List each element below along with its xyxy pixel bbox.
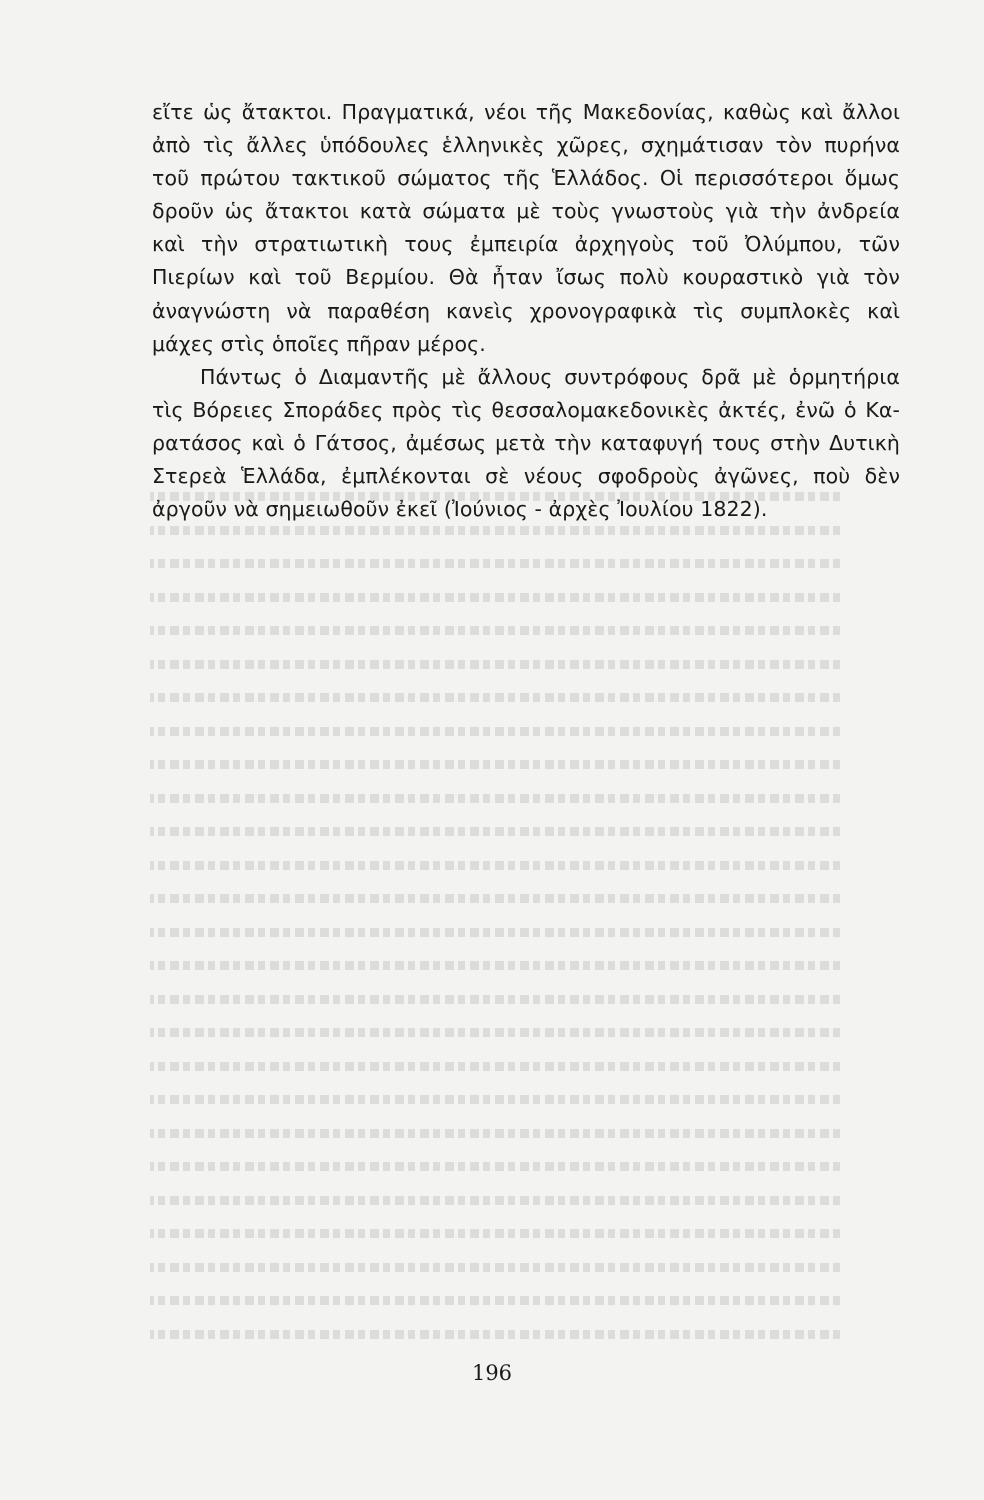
text-line: Στερεὰ Ἑλλάδα, ἐμπλέκονται σὲ νέους σφοδροὺς ἀγῶνες, ποὺ δὲν	[152, 464, 900, 489]
text-line: εἴτε ὡς ἄτακτοι. Πραγματικά, νέοι τῆς Μακεδονίας, καθὼς καὶ ἄλλοι	[152, 100, 900, 124]
text-line: Πάντως ὁ Διαμαντῆς μὲ ἄλλους συντρόφους δρᾶ μὲ ὁρμητήρια	[200, 364, 900, 389]
text-line: ἀργοῦν νὰ σημειωθοῦν ἐκεῖ (Ἰούνιος - ἀρχὲς Ἰουλίου 1822).	[152, 497, 768, 522]
text-line: καὶ τὴν στρατιωτικὴ τους ἐμπειρία ἀρχηγοὺς τοῦ Ὀλύμπου, τῶν	[152, 232, 900, 257]
text-line: ἀπὸ τὶς ἄλλες ὑπόδουλες ἑλληνικὲς χῶρες, σχημάτισαν τὸν πυρήνα	[152, 133, 900, 158]
text-line: μάχες στὶς ὁποῖες πῆραν μέρος.	[152, 331, 486, 356]
page-number: 196	[471, 1361, 513, 1385]
text-line: τοῦ πρώτου τακτικοῦ σώματος τῆς Ἑλλάδος. Οἱ περισσότεροι ὅμως	[152, 166, 900, 191]
text-line: δροῦν ὡς ἄτακτοι κατὰ σώματα μὲ τοὺς γνωστοὺς γιὰ τὴν ἀνδρεία	[152, 199, 900, 224]
paragraph-2	[152, 361, 900, 526]
bleed-through-texture	[150, 480, 840, 1340]
paragraph-1	[152, 96, 900, 361]
text-line: Πιερίων καὶ τοῦ Βερμίου. Θὰ ἦταν ἴσως πολὺ κουραστικὸ γιὰ τὸν	[152, 265, 900, 290]
text-line: ἀναγνώστη νὰ παραθέση κανεὶς χρονογραφικὰ τὶς συμπλοκὲς καὶ	[152, 298, 900, 323]
text-line: τὶς Βόρειες Σποράδες πρὸς τὶς θεσσαλομακεδονικὲς ἀκτές, ἐνῶ ὁ Κα-	[152, 397, 900, 422]
text-line: ρατάσος καὶ ὁ Γάτσος, ἀμέσως μετὰ τὴν καταφυγή τους στὴν Δυτικὴ	[152, 430, 900, 455]
body-text	[152, 96, 900, 526]
